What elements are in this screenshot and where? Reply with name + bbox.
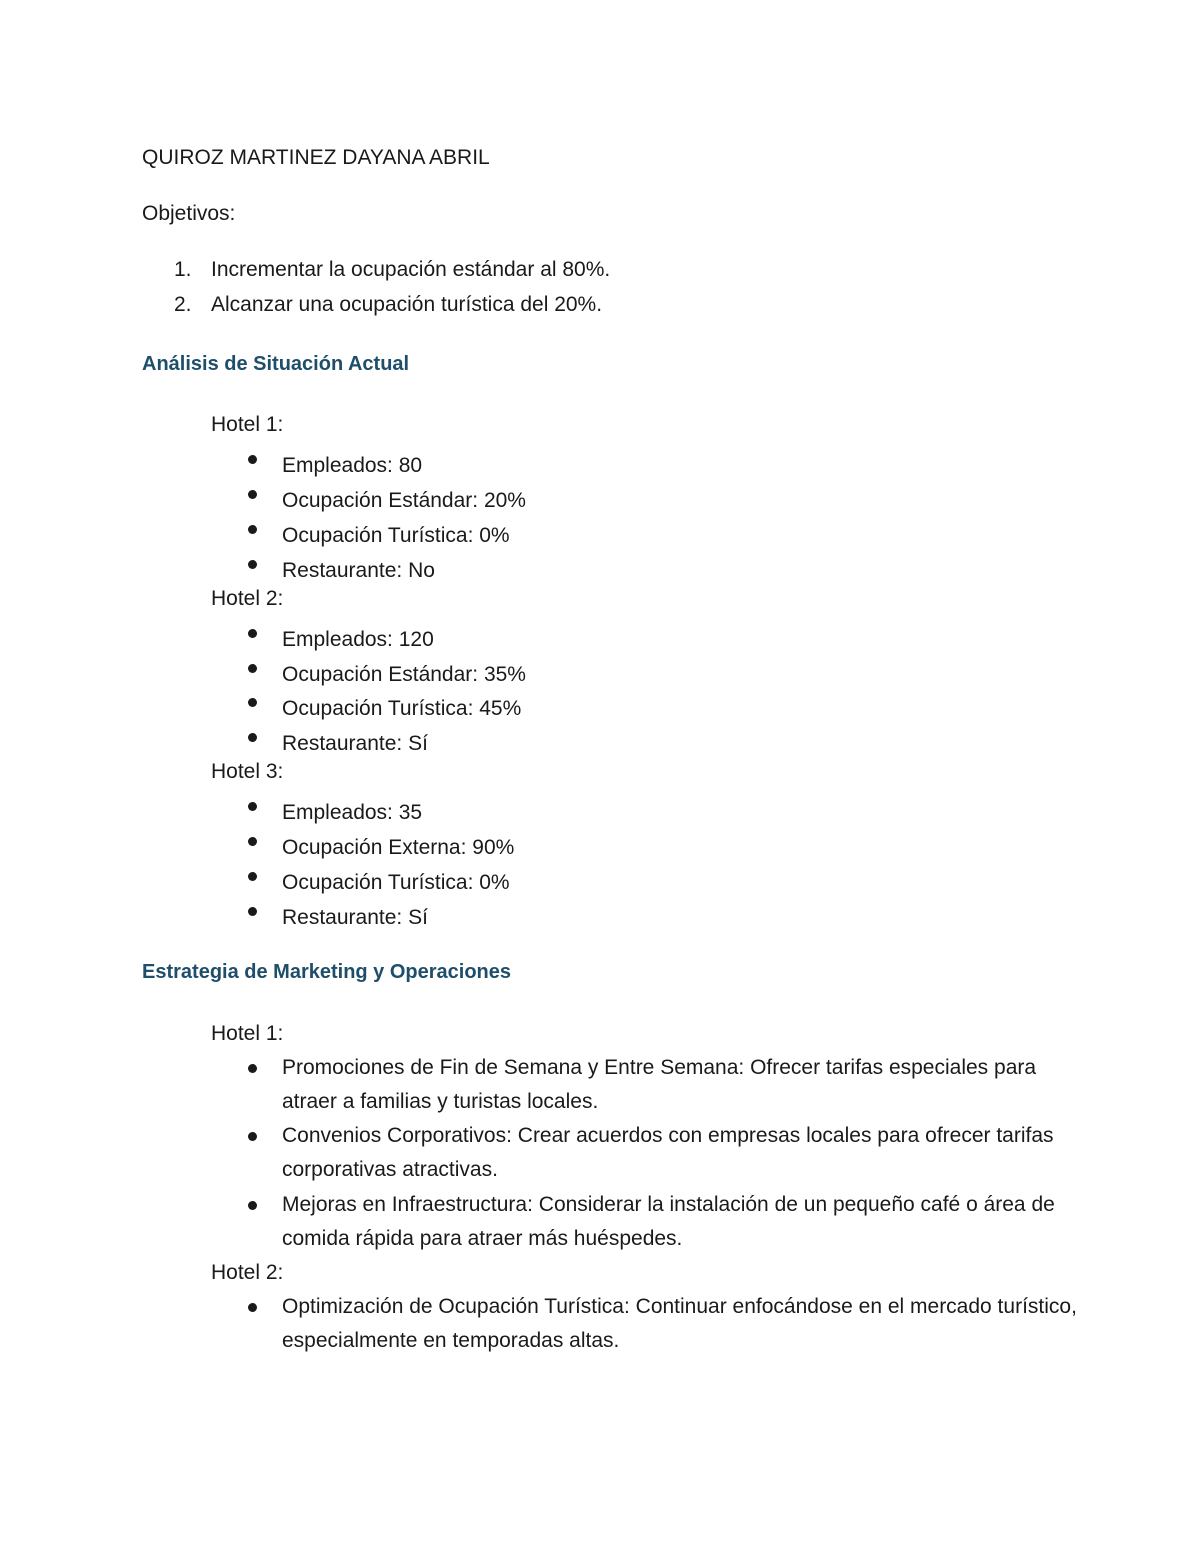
list-item: Empleados: 120 bbox=[282, 628, 434, 651]
objective-text: Alcanzar una ocupación turística del 20%. bbox=[211, 293, 603, 316]
analysis-heading: Análisis de Situación Actual bbox=[142, 353, 410, 375]
hotel-label: Hotel 3: bbox=[211, 760, 284, 783]
list-item: Mejoras en Infraestructura: Considerar la instalación de un pequeño café o área de comida rápida para atraer más huéspedes. bbox=[282, 1193, 1055, 1250]
bullet-icon bbox=[248, 455, 257, 464]
list-item: Empleados: 80 bbox=[282, 454, 423, 477]
bullet-icon bbox=[248, 837, 257, 846]
hotel-label: Hotel 1: bbox=[211, 1022, 284, 1045]
objective-number: 2. bbox=[174, 293, 192, 316]
bullet-icon bbox=[248, 629, 257, 638]
list-item: Restaurante: Sí bbox=[282, 732, 428, 755]
objective-text: Incrementar la ocupación estándar al 80%. bbox=[211, 258, 611, 281]
bullet-icon bbox=[248, 733, 257, 742]
list-item: Ocupación Externa: 90% bbox=[282, 836, 515, 859]
hotel-label: Hotel 1: bbox=[211, 413, 284, 436]
list-item: Ocupación Estándar: 35% bbox=[282, 663, 526, 686]
objectives-label: Objetivos: bbox=[142, 202, 236, 225]
list-item: Ocupación Turística: 45% bbox=[282, 697, 522, 720]
bullet-icon bbox=[248, 664, 257, 673]
bullet-icon bbox=[248, 490, 257, 499]
list-item: Promociones de Fin de Semana y Entre Semana: Ofrecer tarifas especiales para atraer a familias y turistas locales. bbox=[282, 1056, 1037, 1113]
bullet-icon bbox=[248, 907, 257, 916]
hotel-label: Hotel 2: bbox=[211, 1261, 284, 1284]
list-item: Restaurante: Sí bbox=[282, 906, 428, 929]
list-item: Ocupación Turística: 0% bbox=[282, 524, 510, 547]
bullet-icon bbox=[248, 1064, 257, 1073]
list-item: Optimización de Ocupación Turística: Continuar enfocándose en el mercado turístico, especialmente en temporadas altas. bbox=[282, 1295, 1077, 1352]
list-item: Convenios Corporativos: Crear acuerdos con empresas locales para ofrecer tarifas corporativas atractivas. bbox=[282, 1124, 1054, 1181]
list-item: Empleados: 35 bbox=[282, 801, 423, 824]
strategy-heading: Estrategia de Marketing y Operaciones bbox=[142, 961, 512, 983]
list-item: Restaurante: No bbox=[282, 559, 435, 582]
bullet-icon bbox=[248, 698, 257, 707]
bullet-icon bbox=[248, 1201, 257, 1210]
author-name: QUIROZ MARTINEZ DAYANA ABRIL bbox=[142, 146, 490, 169]
bullet-icon bbox=[248, 802, 257, 811]
bullet-icon bbox=[248, 872, 257, 881]
objective-number: 1. bbox=[174, 258, 192, 281]
hotel-label: Hotel 2: bbox=[211, 587, 284, 610]
bullet-icon bbox=[248, 560, 257, 569]
bullet-icon bbox=[248, 1132, 257, 1141]
list-item: Ocupación Estándar: 20% bbox=[282, 489, 526, 512]
bullet-icon bbox=[248, 1303, 257, 1312]
list-item: Ocupación Turística: 0% bbox=[282, 871, 510, 894]
bullet-icon bbox=[248, 525, 257, 534]
